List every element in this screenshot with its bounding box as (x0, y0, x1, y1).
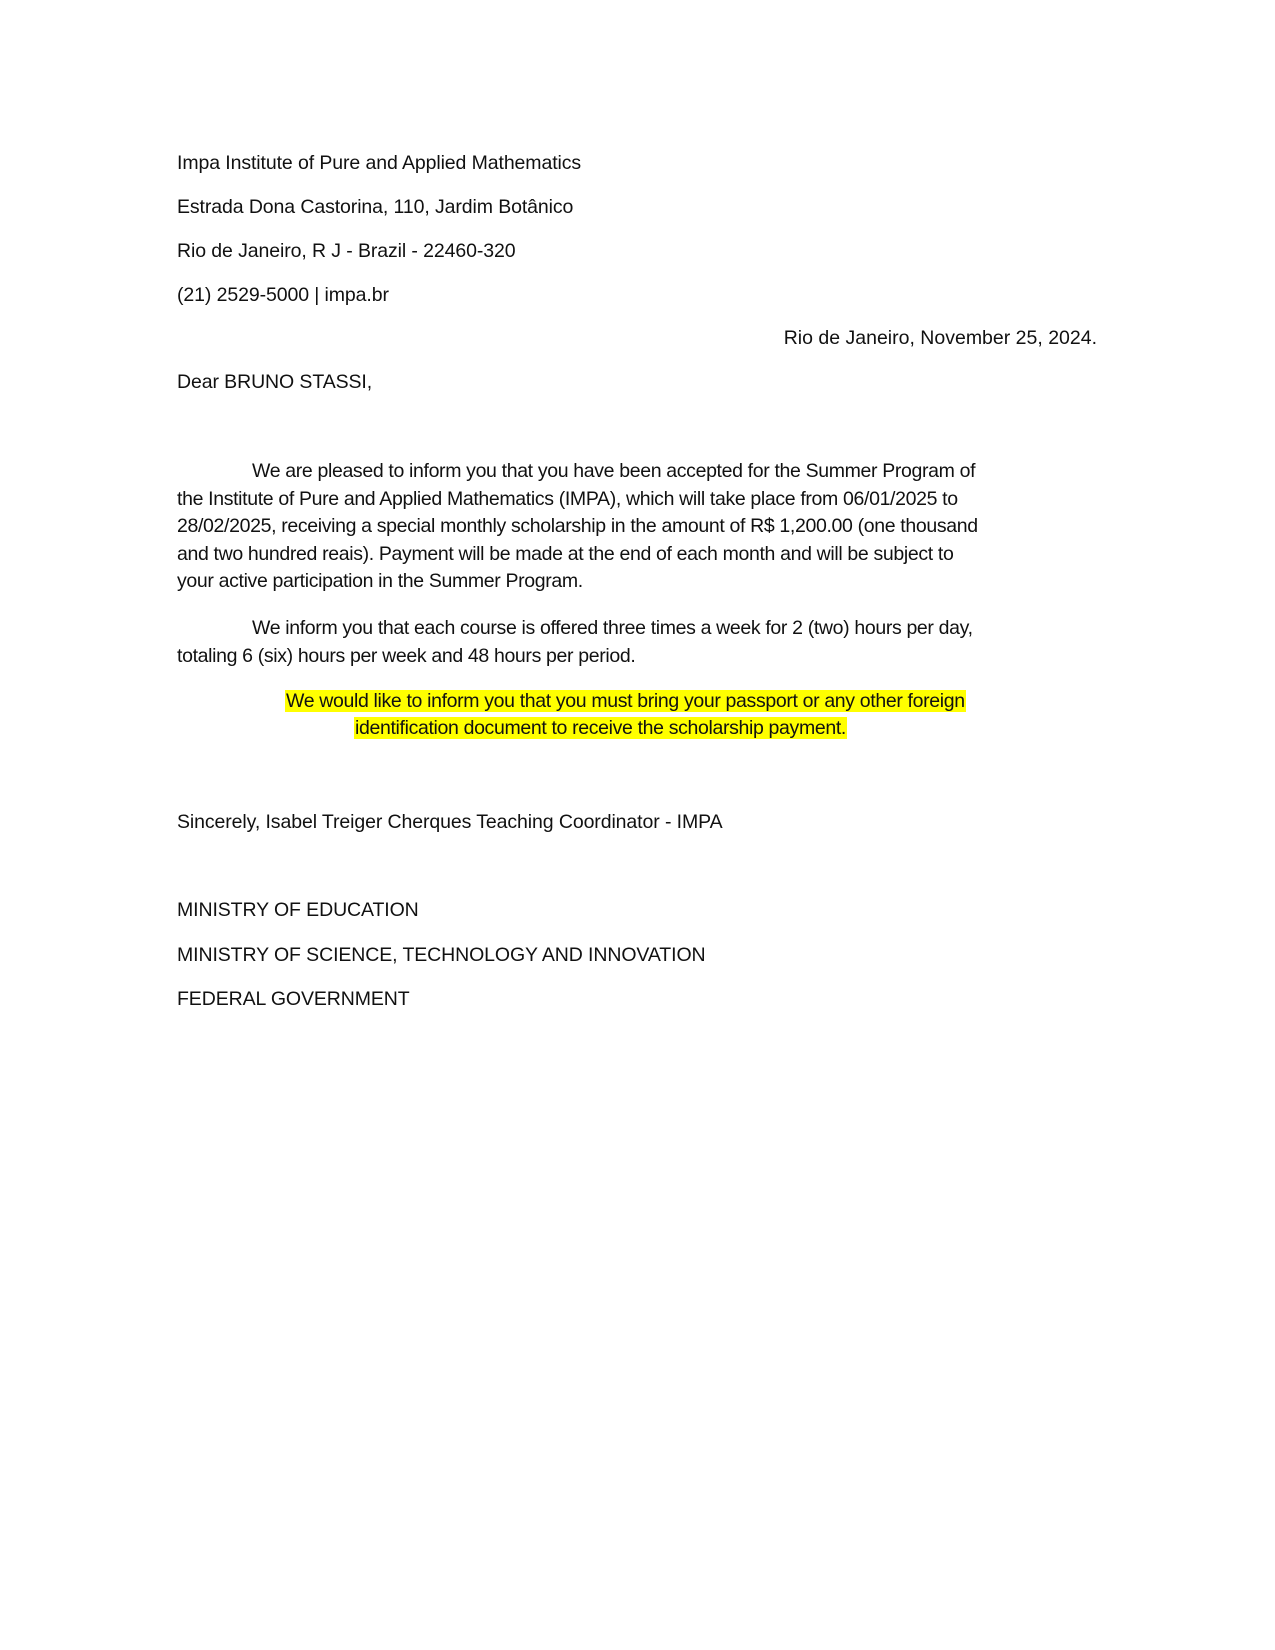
footer-line: MINISTRY OF EDUCATION (177, 899, 419, 921)
salutation: Dear BRUNO STASSI, (177, 371, 373, 393)
paragraph-line: totaling 6 (six) hours per week and 48 hours per period. (177, 644, 636, 667)
highlighted-line: identification document to receive the scholarship payment. (355, 717, 846, 739)
institution-name: Impa Institute of Pure and Applied Mathematics (177, 152, 582, 174)
paragraph-line: 28/02/2025, receiving a special monthly scholarship in the amount of R$ 1,200.00 (one thousand (177, 515, 978, 537)
paragraph-line: and two hundred reais). Payment will be made at the end of each month and will be subject to (177, 542, 954, 565)
footer-line: MINISTRY OF SCIENCE, TECHNOLOGY AND INNOVATION (177, 944, 706, 966)
letter-date: Rio de Janeiro, November 25, 2024. (783, 327, 1097, 349)
closing-signature: Sincerely, Isabel Treiger Cherques Teaching Coordinator - IMPA (177, 811, 723, 833)
address-line-1: Estrada Dona Castorina, 110, Jardim Botânico (177, 196, 574, 218)
highlighted-line: We would like to inform you that you must bring your passport or any other foreign (286, 690, 965, 712)
paragraph-line: the Institute of Pure and Applied Mathematics (IMPA), which will take place from 06/01/2025 to (177, 487, 958, 510)
paragraph-line: We are pleased to inform you that you have been accepted for the Summer Program of (252, 460, 976, 482)
address-line-2: Rio de Janeiro, R J - Brazil - 22460-320 (177, 240, 516, 262)
contact-line: (21) 2529-5000 | impa.br (177, 284, 389, 306)
footer-line: FEDERAL GOVERNMENT (177, 988, 410, 1010)
paragraph-line: We inform you that each course is offered three times a week for 2 (two) hours per day, (252, 617, 973, 639)
paragraph-line: your active participation in the Summer Program. (177, 570, 583, 592)
